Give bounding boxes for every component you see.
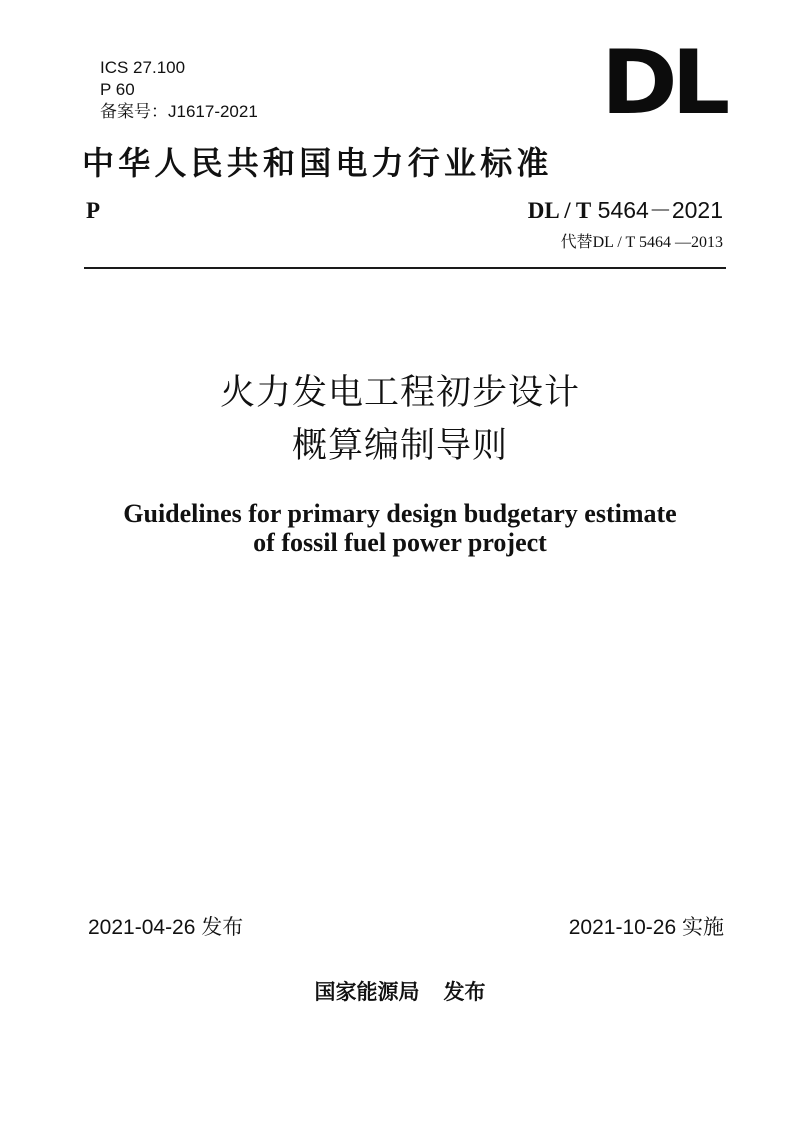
standard-prefix: DL / T xyxy=(527,198,592,223)
issue-date: 2021-04-26 发布 xyxy=(88,916,244,939)
standard-number xyxy=(528,192,723,225)
classification-code: P 60 xyxy=(100,80,135,99)
header-divider xyxy=(84,267,726,269)
standard-number-value: 5464－2021 xyxy=(591,197,723,223)
title-cn-line2: 概算编制导则 xyxy=(291,426,508,466)
publisher-name: 国家能源局 xyxy=(314,979,420,1004)
industry-standard-title: 中华人民共和国电力行业标准 xyxy=(82,144,553,182)
title-cn-line1: 火力发电工程初步设计 xyxy=(219,373,580,413)
implementation-date: 2021-10-26 实施 xyxy=(568,916,724,939)
dl-logo: DL xyxy=(601,31,724,134)
title-en-line1: Guidelines for primary design budgetary estimate xyxy=(123,499,677,528)
ics-code: ICS 27.100 xyxy=(100,58,186,77)
publisher xyxy=(0,976,800,1006)
title-en-line2: of fossil fuel power project xyxy=(253,528,547,557)
replaces-label: 代替 xyxy=(560,234,593,251)
standard-category: P xyxy=(86,198,101,223)
replaces-standard xyxy=(561,229,723,252)
registration-number: 备案号：J1617-2021 xyxy=(100,102,258,121)
publisher-verb: 发布 xyxy=(443,980,486,1004)
replaces-value: DL / T 5464 —2013 xyxy=(592,234,723,251)
